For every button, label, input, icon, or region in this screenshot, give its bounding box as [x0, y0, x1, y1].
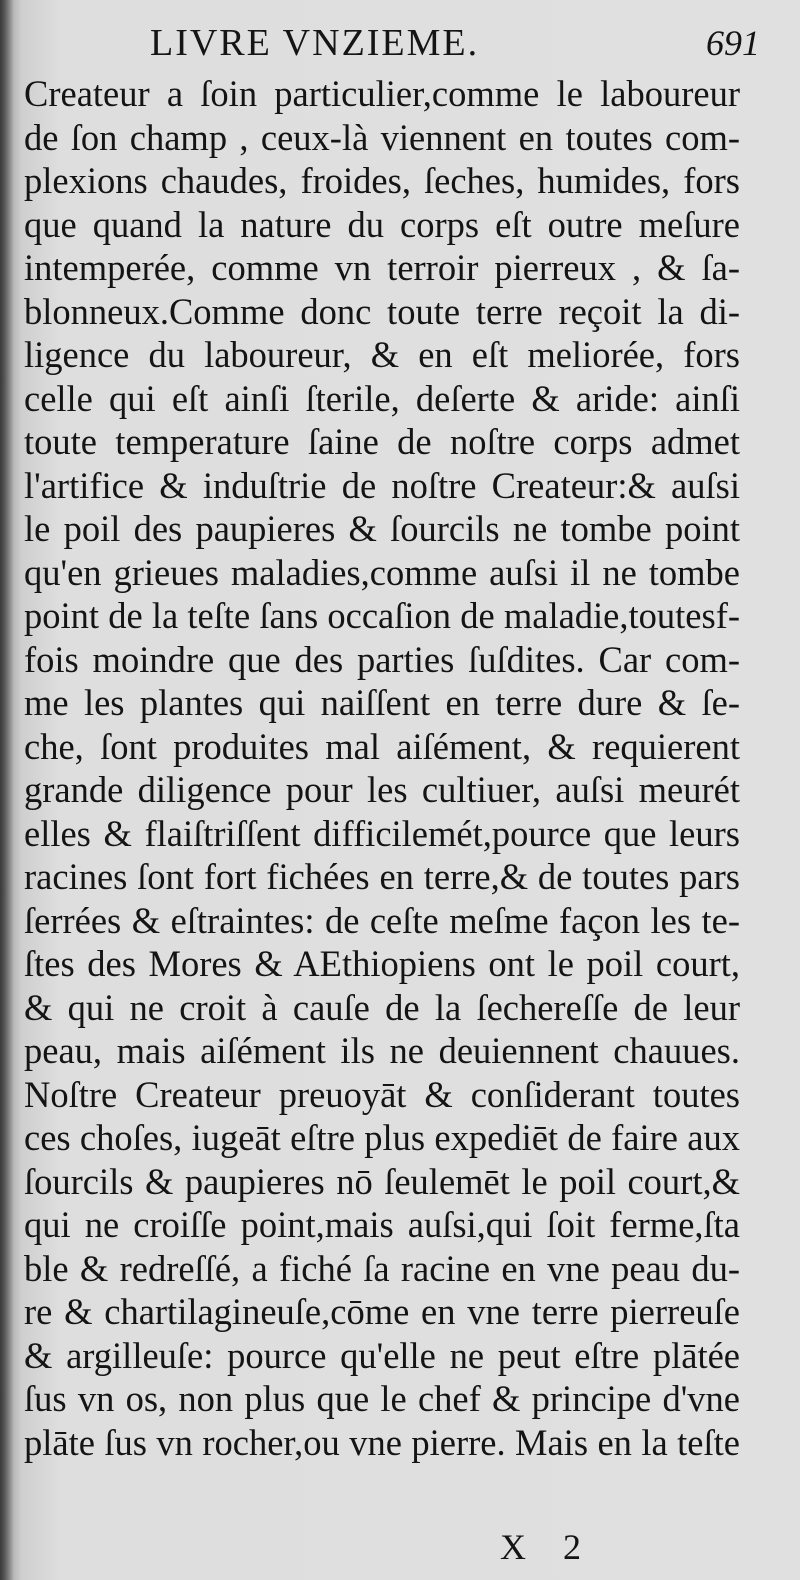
running-title: LIVRE VNZIEME.	[150, 22, 480, 64]
text-line: blonneux.Comme donc toute terre reçoit la di-	[24, 290, 740, 332]
text-line: ble & redreſſé, a fiché ſa racine en vne peau du-	[24, 1247, 740, 1289]
body-text	[24, 72, 740, 1464]
text-line: toute temperature ſaine de noſtre corps admet	[24, 421, 740, 462]
text-line: le poil des paupieres & ſourcils ne tombe point	[24, 508, 740, 549]
text-line: grande diligence pour les cultiuer, auſsi meurét	[24, 769, 740, 810]
text-line: ſerrées & eſtraintes: de ceſte meſme façon les te-	[24, 899, 740, 941]
text-line: elles & flaiſtriſſent difficilemét,pource que leurs	[24, 812, 740, 854]
text-line: me les plantes qui naiſſent en terre dure & ſe-	[24, 682, 740, 723]
text-line: peau, mais aiſément ils ne deuiennent chauues.	[24, 1030, 740, 1071]
text-line: ſourcils & paupieres nō ſeulemēt le poil court,&	[24, 1160, 740, 1202]
text-line: de ſon champ , ceux-là viennent en toutes com-	[24, 116, 740, 158]
text-line: & qui ne croit à cauſe de la ſechereſſe de leur	[24, 986, 740, 1028]
page-header	[150, 18, 760, 68]
text-line: ſtes des Mores & AEthiopiens ont le poil court,	[24, 943, 740, 984]
signature-mark: X 2	[500, 1527, 595, 1567]
text-line: que quand la nature du corps eſt outre meſure	[24, 203, 740, 245]
text-line: l'artifice & induſtrie de noſtre Createur:& auſsi	[24, 464, 740, 506]
text-line: re & chartilagineuſe,cōme en vne terre pierreuſe	[24, 1291, 740, 1332]
text-line: racines ſont fort fichées en terre,& de toutes pars	[24, 856, 740, 897]
text-line: qu'en grieues maladies,comme auſsi il ne tombe	[24, 551, 740, 593]
text-line: plāte ſus vn rocher,ou vne pierre. Mais en la teſte	[24, 1421, 740, 1463]
text-line: & argilleuſe: pource qu'elle ne peut eſtre plātée	[24, 1334, 740, 1376]
text-line: qui ne croiſſe point,mais auſsi,qui ſoit ferme,ſta	[24, 1204, 740, 1245]
text-line: ligence du laboureur, & en eſt meliorée, fors	[24, 334, 740, 375]
text-line: point de la teſte ſans occaſion de maladie,toutesf-	[24, 595, 740, 636]
page-number: 691	[706, 23, 760, 63]
text-line: Noſtre Createur preuoyāt & conſiderant toutes	[24, 1073, 740, 1115]
text-line: fois moindre que des parties ſuſdites. Car com-	[24, 638, 740, 680]
text-line: celle qui eſt ainſi ſterile, deſerte & aride: ainſi	[24, 377, 740, 419]
text-line: Createur a ſoin particulier,comme le laboureur	[24, 73, 740, 114]
gutter-shadow	[0, 0, 14, 1580]
page-footer	[0, 1524, 800, 1574]
text-line: intemperée, comme vn terroir pierreux , & ſa-	[24, 247, 740, 288]
text-line: ces choſes, iugeāt eſtre plus expediēt de faire aux	[24, 1117, 740, 1158]
text-line: plexions chaudes, froides, ſeches, humides, fors	[24, 160, 740, 201]
text-line: che, ſont produites mal aiſément, & requierent	[24, 725, 740, 767]
text-line: ſus vn os, non plus que le chef & principe d'vne	[24, 1378, 740, 1419]
